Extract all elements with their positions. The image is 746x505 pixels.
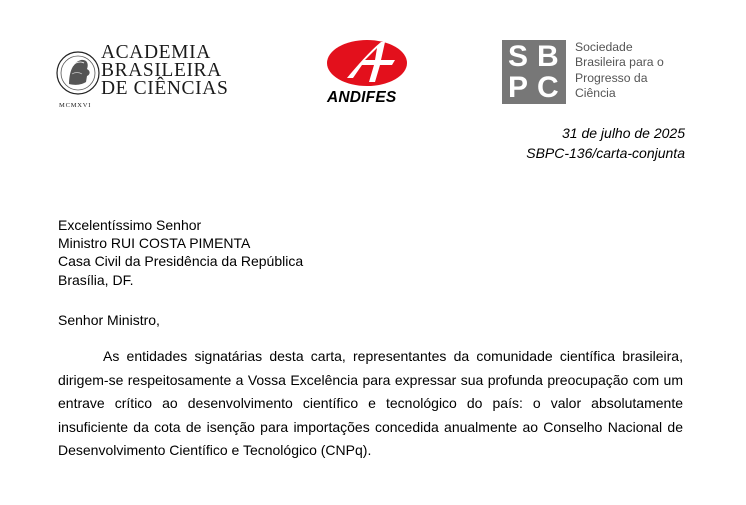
addressee-line: Brasília, DF. xyxy=(58,272,134,288)
abc-logo-line1: ACADEMIA xyxy=(101,42,211,63)
sbpc-logo xyxy=(502,40,692,106)
sbpc-name-line: Ciência xyxy=(575,85,616,100)
sbpc-name-line: Progresso da xyxy=(575,70,648,85)
addressee-line: Excelentíssimo Senhor xyxy=(58,217,202,233)
sbpc-name xyxy=(575,40,664,101)
sbpc-letter: P xyxy=(508,71,529,104)
sbpc-letter: C xyxy=(537,71,559,104)
sbpc-name-line: Brasileira para o xyxy=(575,55,664,70)
sbpc-name-line: Sociedade xyxy=(575,40,633,54)
addressee-line: Ministro RUI COSTA PIMENTA xyxy=(58,235,251,251)
addressee-line: Casa Civil da Presidência da República xyxy=(58,253,304,269)
andifes-emblem-icon xyxy=(325,38,413,88)
abc-logo-line3: DE CIÊNCIAS xyxy=(101,78,229,99)
sbpc-letter: S xyxy=(508,40,529,73)
andifes-logo xyxy=(325,38,415,106)
letter-date: 31 de julho de 2025 xyxy=(562,125,685,141)
abc-logo xyxy=(55,44,245,112)
andifes-wordmark: ANDIFES xyxy=(327,89,397,106)
sbpc-letter: B xyxy=(537,40,559,73)
body-paragraph xyxy=(58,345,683,463)
abc-logo-line2: BRASILEIRA xyxy=(101,60,222,81)
sbpc-box xyxy=(502,40,566,104)
body-paragraph-text: As entidades signatárias desta carta, representantes da comunidade científica brasileira, dirigem-se respeitosamente a Vossa Excelência para expressar sua profunda preocupação com um entrave crítico ao desenvolvimento científico e tecnológico do país: o valor absolutamente insuficiente da cota de isenção para importações concedida anualmente ao Conselho Nacional de Desenvolvimento Científico e Tecnológico (CNPq). xyxy=(58,348,683,459)
letter-reference: SBPC-136/carta-conjunta xyxy=(526,145,685,161)
salutation: Senhor Ministro, xyxy=(58,312,160,328)
abc-logo-roman: MCMXVI xyxy=(59,102,92,109)
abc-seal-icon xyxy=(55,44,101,102)
